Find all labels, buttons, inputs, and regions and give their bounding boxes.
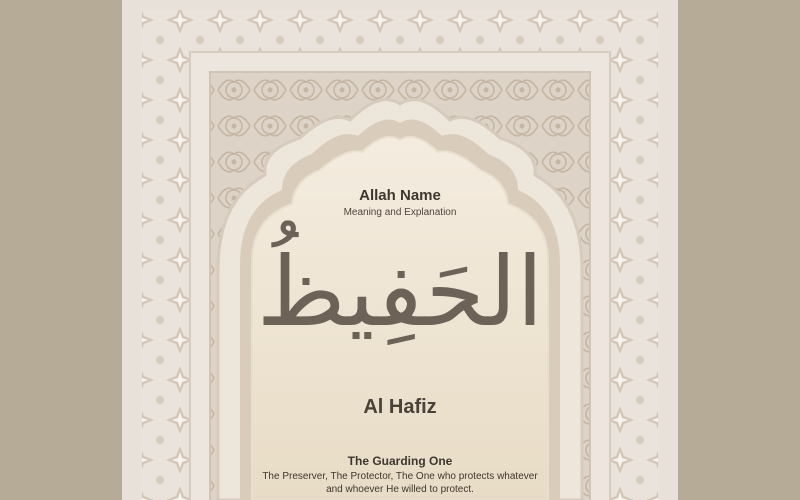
meaning-description: The Preserver, The Protector, The One who protects whatever and whoever He willed to protect. — [262, 471, 538, 495]
meaning-heading: The Guarding One — [347, 454, 453, 468]
card-subtitle: Meaning and Explanation — [343, 207, 457, 218]
name-transliteration: Al Hafiz — [363, 396, 437, 418]
card-title: Allah Name — [359, 187, 441, 204]
arabic-calligraphy: الحَفِيظُ — [256, 236, 544, 348]
